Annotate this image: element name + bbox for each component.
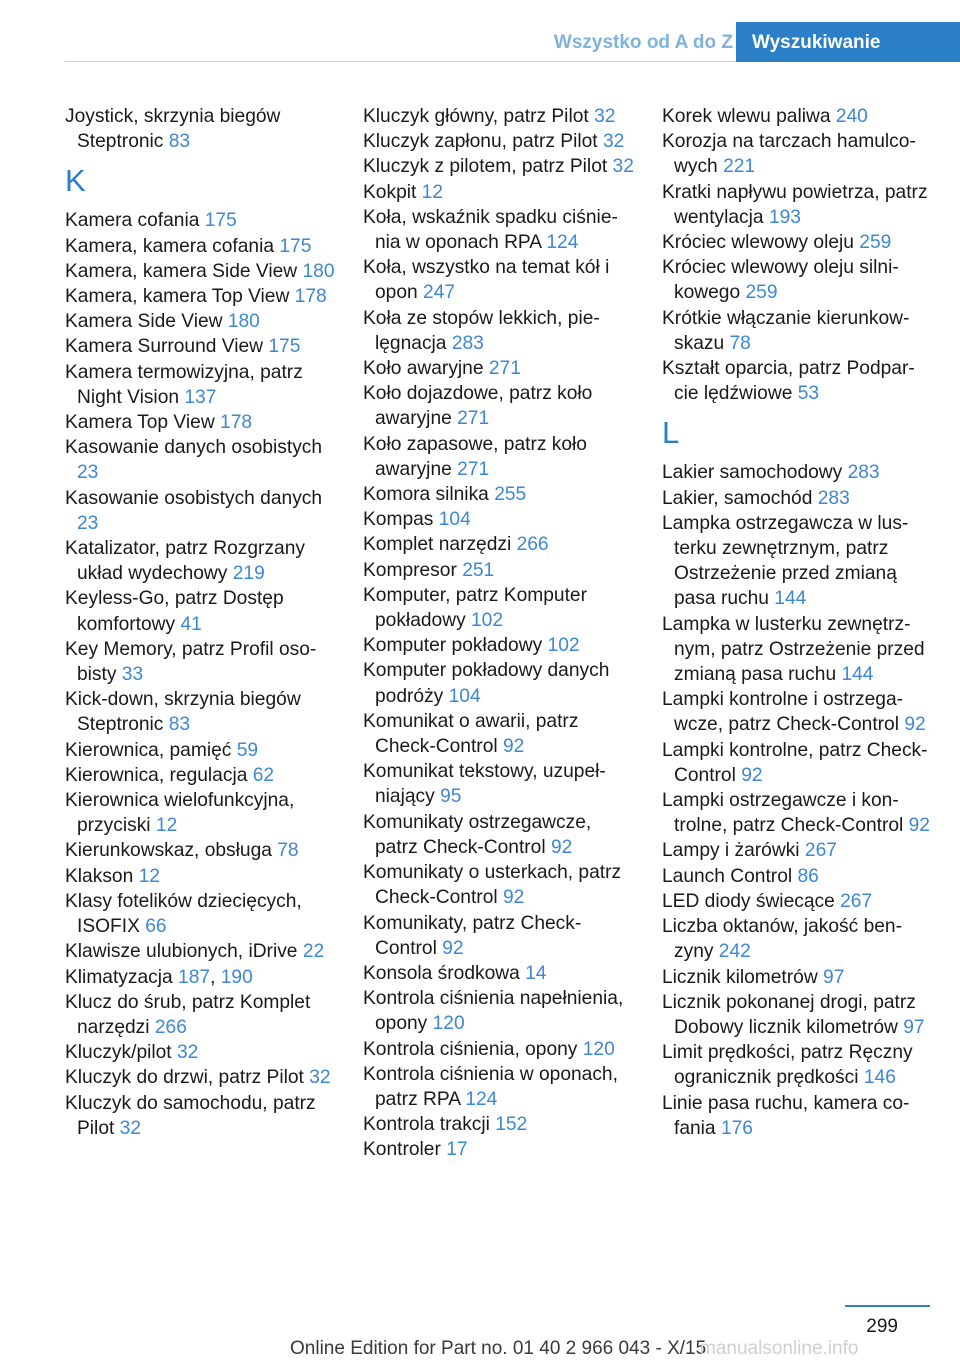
entry-term: Katalizator, patrz Rozgrzany układ wydechowy (65, 538, 305, 585)
index-entry (65, 1091, 337, 1141)
page-reference-link[interactable]: 32 (594, 106, 616, 127)
page-reference-link[interactable]: 12 (421, 181, 444, 203)
entry-term: Kasowanie osobistych danych (65, 487, 323, 509)
entry-term: Komputer pokładowy (363, 635, 543, 657)
index-entry (662, 104, 930, 129)
entry-term: Lampki kontrolne, patrz Check-Control (662, 739, 928, 786)
entry-term: Kluczyk główny, patrz Pilot (363, 106, 589, 127)
entry-term: Lakier samochodowy (662, 462, 843, 484)
page-reference-link[interactable]: 102 (471, 610, 504, 632)
page-reference-link[interactable]: 144 (841, 664, 874, 686)
page-reference-link[interactable]: 12 (155, 815, 178, 837)
page-reference-link[interactable]: 178 (220, 412, 253, 434)
index-entry (363, 432, 635, 482)
index-entry (363, 532, 635, 557)
page-reference-link[interactable]: 86 (797, 865, 819, 887)
index-entry (363, 205, 635, 255)
entry-term: Kierownica, pamięć (65, 739, 232, 761)
page-reference-link[interactable]: 267 (840, 890, 873, 912)
entry-term: Kształt oparcia, patrz Podparcie lędźwiowe (662, 358, 915, 405)
entry-term: Klawisze ulubionych, iDrive (65, 941, 298, 963)
entry-term: Kamera Top View (65, 412, 215, 434)
index-entry (65, 360, 337, 410)
index-entry (363, 255, 635, 305)
page-reference-link[interactable]: 240 (835, 106, 868, 127)
index-entry (65, 284, 337, 309)
entry-term: Kierunkowskaz, obsługa (65, 840, 272, 862)
index-column-2 (363, 104, 635, 1163)
index-entry (662, 788, 930, 838)
page-reference-link[interactable]: 32 (309, 1067, 331, 1089)
page-reference-link[interactable]: 120 (582, 1038, 615, 1060)
index-entry (65, 864, 337, 889)
index-entry (65, 435, 337, 485)
index-entry (662, 180, 930, 230)
entry-term: Kokpit (363, 181, 417, 203)
page-reference-link[interactable]: 32 (119, 1117, 142, 1139)
entry-term: Joystick, skrzynia biegów Steptronic (65, 106, 281, 153)
footer-rule (845, 1305, 930, 1307)
entry-term: Korek wlewu paliwa (662, 106, 831, 127)
index-entry (363, 104, 635, 129)
index-entry (65, 1040, 337, 1065)
entry-term: Kontrola trakcji (363, 1114, 490, 1136)
index-entry (662, 965, 930, 990)
page-reference-link[interactable]: 97 (823, 966, 845, 988)
entry-term: Kamera Surround View (65, 336, 264, 358)
page-reference-link[interactable]: 190 (220, 966, 253, 988)
index-entry (363, 1062, 635, 1112)
index-entry (65, 486, 337, 536)
index-entry (662, 914, 930, 964)
page-reference-link[interactable]: 180 (302, 260, 335, 282)
entry-term: Komunikaty o usterkach, patrz Check-Control (363, 862, 622, 909)
index-entry (65, 208, 337, 233)
page-reference-link[interactable]: 137 (184, 386, 217, 408)
page-reference-link[interactable]: 259 (745, 282, 778, 304)
entry-term: Kamera, kamera Side View (65, 260, 298, 282)
index-entry (363, 154, 635, 179)
index-entry (363, 1137, 635, 1162)
index-entry (662, 864, 930, 889)
index-entry (363, 482, 635, 507)
entry-term: Lakier, samochód (662, 487, 813, 509)
page-reference-link[interactable]: 95 (440, 786, 462, 808)
page-reference-link[interactable]: 92 (502, 736, 525, 758)
index-letter-heading: K (65, 163, 86, 199)
index-entry (363, 961, 635, 986)
page-reference-link[interactable]: 32 (176, 1042, 199, 1064)
entry-term: Lampka w lusterku zewnętrznym, patrz Ostrzeżenie przed zmianą pasa ruchu (662, 613, 925, 686)
entry-term: Komputer, patrz Komputer pokładowy (363, 584, 587, 632)
page-reference-link[interactable]: 259 (859, 232, 892, 254)
index-entry (363, 180, 635, 205)
index-entry (65, 637, 337, 687)
index-entry (65, 990, 337, 1040)
page-reference-link[interactable]: 175 (268, 336, 301, 358)
entry-term: Kasowanie danych osobistych (65, 437, 323, 459)
index-entry (662, 255, 930, 305)
index-entry (662, 1040, 930, 1090)
index-entry (363, 759, 635, 809)
page-reference-link[interactable]: 271 (457, 408, 490, 430)
entry-term: Koła, wskaźnik spadku ciśnienia w oponach RPA (363, 206, 618, 254)
index-entry (662, 889, 930, 914)
entry-term: Kierownica wielofunkcyjna, przyciski (65, 790, 295, 837)
page-reference-link[interactable]: 251 (462, 559, 495, 581)
index-entry (65, 939, 337, 964)
entry-term: Klasy fotelików dziecięcych, ISOFIX (65, 890, 302, 938)
index-entry (662, 356, 930, 406)
entry-term: Krótkie włączanie kierunkowskazu (662, 307, 910, 354)
page-reference-link[interactable]: 193 (768, 206, 801, 228)
entry-term: Kluczyk zapłonu, patrz Pilot (363, 131, 598, 153)
entry-term: Kompas (363, 509, 434, 531)
index-entry (363, 129, 635, 154)
page-reference-link[interactable]: 176 (720, 1117, 753, 1139)
page-reference-link[interactable]: 17 (446, 1139, 468, 1161)
page-reference-link[interactable]: 97 (903, 1016, 925, 1038)
entry-term: Klakson (65, 865, 134, 887)
entry-term: Kamera Side View (65, 311, 223, 333)
page-reference-link[interactable]: 271 (488, 358, 521, 380)
index-entry (65, 838, 337, 863)
page-reference-link[interactable]: 124 (546, 232, 579, 254)
page-reference-link[interactable]: 178 (294, 286, 327, 308)
entry-term: Kamera, kamera Top View (65, 286, 290, 308)
page-reference-link[interactable]: 283 (847, 462, 880, 484)
page-reference-link[interactable]: 180 (227, 311, 260, 333)
page-reference-link[interactable]: 247 (423, 282, 456, 304)
index-entry (662, 129, 930, 179)
page-reference-link[interactable]: 104 (448, 685, 481, 707)
page-reference-link[interactable]: 59 (236, 739, 259, 761)
entry-term: Kierownica, regulacja (65, 764, 248, 786)
entry-term: Lampki ostrzegawcze i kontrolne, patrz Check-Control (662, 790, 904, 837)
entry-term: Lampy i żarówki (662, 840, 800, 862)
page-reference-link[interactable]: 66 (145, 916, 167, 938)
entry-term: Kontroler (363, 1139, 441, 1161)
page-reference-link[interactable]: 12 (138, 865, 160, 887)
index-entry (662, 838, 930, 863)
index-entry (65, 586, 337, 636)
index-entry (363, 658, 635, 708)
entry-term: Kratki napływu powietrza, patrz wentylacja (662, 181, 928, 228)
page-reference-link[interactable]: 266 (516, 534, 549, 556)
index-entry (363, 381, 635, 431)
entry-term: LED diody świecące (662, 890, 835, 912)
entry-term: Kluczyk/pilot (65, 1042, 172, 1064)
entry-term: Komunikat o awarii, patrz Check-Control (363, 710, 579, 758)
page-reference-link[interactable]: 124 (465, 1088, 498, 1110)
index-entry (363, 633, 635, 658)
page-reference-link[interactable]: 92 (741, 764, 763, 786)
index-entry (363, 356, 635, 381)
page-reference-link[interactable]: 283 (451, 332, 484, 354)
index-entry (363, 810, 635, 860)
entry-term: Komplet narzędzi (363, 534, 512, 556)
page-reference-link[interactable]: 78 (729, 332, 751, 354)
index-entry (662, 687, 930, 737)
page-reference-link[interactable]: 14 (525, 962, 547, 984)
page-reference-link[interactable]: 22 (302, 941, 325, 963)
index-entry (65, 104, 337, 154)
entry-term: Koła ze stopów lekkich, pielęgnacja (363, 307, 600, 354)
index-entry (65, 738, 337, 763)
page-reference-link[interactable]: 221 (723, 156, 756, 178)
entry-term: Linie pasa ruchu, kamera cofania (662, 1092, 910, 1139)
page-reference-link[interactable]: 41 (180, 613, 202, 635)
entry-term: Kick-down, skrzynia biegów Steptronic (65, 689, 301, 736)
entry-term: Komora silnika (363, 484, 489, 506)
page-reference-link[interactable]: 146 (863, 1067, 896, 1089)
index-entry (65, 763, 337, 788)
page-reference-link[interactable]: 175 (279, 235, 312, 257)
page-reference-link[interactable]: 219 (232, 563, 265, 585)
page-reference-link[interactable]: 255 (494, 484, 527, 506)
page-reference-link[interactable]: 92 (904, 714, 926, 736)
page-reference-link[interactable]: 120 (432, 1013, 465, 1035)
index-entry (662, 460, 930, 485)
entry-term: Koło dojazdowe, patrz koło awaryjne (363, 383, 593, 430)
index-column-3 (662, 104, 930, 1141)
entry-term: Kluczyk z pilotem, patrz Pilot (363, 156, 608, 178)
page-reference-link[interactable]: 283 (817, 487, 850, 509)
page-reference-link[interactable]: 53 (797, 383, 820, 405)
page-reference-link[interactable]: 92 (908, 815, 930, 837)
entry-term: Kamera, kamera cofania (65, 235, 275, 257)
index-entry (363, 911, 635, 961)
index-entry (65, 234, 337, 259)
index-entry (65, 536, 337, 586)
entry-term: Klimatyzacja (65, 966, 173, 988)
section-tab[interactable]: Wszystko od A do Z (553, 32, 733, 53)
watermark-text: manualsonline.info (700, 1338, 859, 1359)
index-entry (65, 259, 337, 284)
entry-term: Kompresor (363, 559, 457, 581)
entry-term: Licznik kilometrów (662, 966, 818, 988)
page-reference-link[interactable]: 62 (252, 764, 275, 786)
index-entry (363, 709, 635, 759)
entry-term: Konsola środkowa (363, 962, 520, 984)
page-reference-link[interactable]: 187 (178, 966, 211, 988)
index-entry (65, 1065, 337, 1090)
entry-term: Komunikaty ostrzegawcze, patrz Check-Control (363, 811, 592, 858)
index-entry (662, 612, 930, 688)
index-entry: Klimatyzacja 187, 190 (65, 966, 253, 988)
entry-term: Koło zapasowe, patrz koło awaryjne (363, 433, 587, 480)
page-reference-link[interactable]: 78 (277, 840, 299, 862)
index-entry (65, 889, 337, 939)
page-reference-link[interactable]: 152 (495, 1114, 528, 1136)
index-entry (363, 1037, 635, 1062)
entry-term: Kluczyk do drzwi, patrz Pilot (65, 1067, 304, 1089)
index-entry (662, 306, 930, 356)
entry-term: Kamera termowizyjna, patrz Night Vision (65, 361, 303, 408)
entry-term: Lampki kontrolne i ostrzegawcze, patrz Check-Control (662, 689, 904, 736)
entry-term: Komputer pokładowy danych podróży (363, 660, 610, 707)
entry-term: Korozja na tarczach hamulcowych (662, 131, 916, 178)
page-reference-link[interactable]: 266 (154, 1016, 187, 1038)
page-reference-link[interactable]: 102 (547, 635, 580, 657)
page-reference-link[interactable]: 267 (804, 840, 837, 862)
page-reference-link[interactable]: 83 (168, 131, 191, 153)
index-entry (662, 486, 930, 511)
page-reference-link[interactable]: 271 (457, 458, 490, 480)
page-reference-link[interactable]: 23 (77, 512, 99, 534)
page-reference-link[interactable]: 92 (550, 836, 573, 858)
index-entry (662, 230, 930, 255)
index-entry (363, 860, 635, 910)
page-reference-link[interactable]: 242 (718, 941, 751, 963)
entry-term: Licznik pokonanej drogi, patrz Dobowy licznik kilometrów (662, 991, 916, 1038)
entry-term: Kluczyk do samochodu, patrz Pilot (65, 1092, 316, 1139)
entry-term: Komunikaty, patrz Check-Control (363, 912, 582, 959)
page-reference-link[interactable]: 32 (602, 131, 625, 153)
entry-term: Klucz do śrub, patrz Komplet narzędzi (65, 991, 311, 1038)
page-reference-link[interactable]: 92 (442, 937, 464, 959)
page-reference-link[interactable]: 175 (204, 210, 237, 232)
entry-term: Lampka ostrzegawcza w lusterku zewnętrznym, patrz Ostrzeżenie przed zmianą pasa ruchu (662, 512, 909, 610)
index-entry (363, 558, 635, 583)
entry-term: Launch Control (662, 865, 793, 887)
entry-term: Key Memory, patrz Profil osobisty (65, 638, 317, 686)
entry-term: Króciec wlewowy oleju (662, 232, 854, 254)
page-reference-link[interactable]: 92 (502, 887, 525, 909)
page-reference-link[interactable]: 32 (612, 156, 634, 178)
entry-term: Króciec wlewowy oleju silnikowego (662, 257, 899, 304)
index-column-1 (65, 104, 337, 1141)
index-entry (65, 788, 337, 838)
entry-term: Kamera cofania (65, 210, 200, 232)
entry-term: Liczba oktanów, jakość benzyny (662, 916, 902, 963)
index-entry (65, 410, 337, 435)
entry-term: Kontrola ciśnienia, opony (363, 1038, 578, 1060)
index-letter-heading: L (662, 415, 680, 451)
page-reference-link[interactable]: 83 (168, 714, 191, 736)
entry-term: Limit prędkości, patrz Ręczny ogranicznik prędkości (662, 1042, 913, 1089)
page-reference-link[interactable]: 104 (438, 509, 471, 531)
index-entry (363, 507, 635, 532)
index-entry (363, 986, 635, 1036)
index-entry (65, 309, 337, 334)
entry-term: Komunikat tekstowy, uzupełniający (363, 761, 606, 808)
page-reference-link[interactable]: 144 (774, 588, 807, 610)
page-reference-link[interactable]: 23 (77, 462, 99, 484)
index-entry (65, 687, 337, 737)
index-entry (363, 306, 635, 356)
page-reference-link[interactable]: 33 (121, 664, 144, 686)
index-entry (363, 583, 635, 633)
entry-term: Keyless-Go, patrz Dostęp komfortowy (65, 588, 284, 635)
index-entry (662, 990, 930, 1040)
index-entry (662, 511, 930, 612)
entry-term: Kontrola ciśnienia napełnienia, opony (363, 988, 624, 1035)
entry-term: Koła, wszystko na temat kół i opon (363, 257, 610, 304)
search-tab-active[interactable]: Wyszukiwanie (736, 22, 960, 62)
entry-term: Koło awaryjne (363, 358, 484, 380)
entry-term: Kontrola ciśnienia w oponach, patrz RPA (363, 1063, 618, 1110)
index-entry (65, 334, 337, 359)
page-number: 299 (866, 1316, 898, 1337)
index-entry (662, 738, 930, 788)
edition-text: Online Edition for Part no. 01 40 2 966 043 - X/15 (290, 1338, 707, 1359)
index-entry (363, 1112, 635, 1137)
index-entry (662, 1091, 930, 1141)
